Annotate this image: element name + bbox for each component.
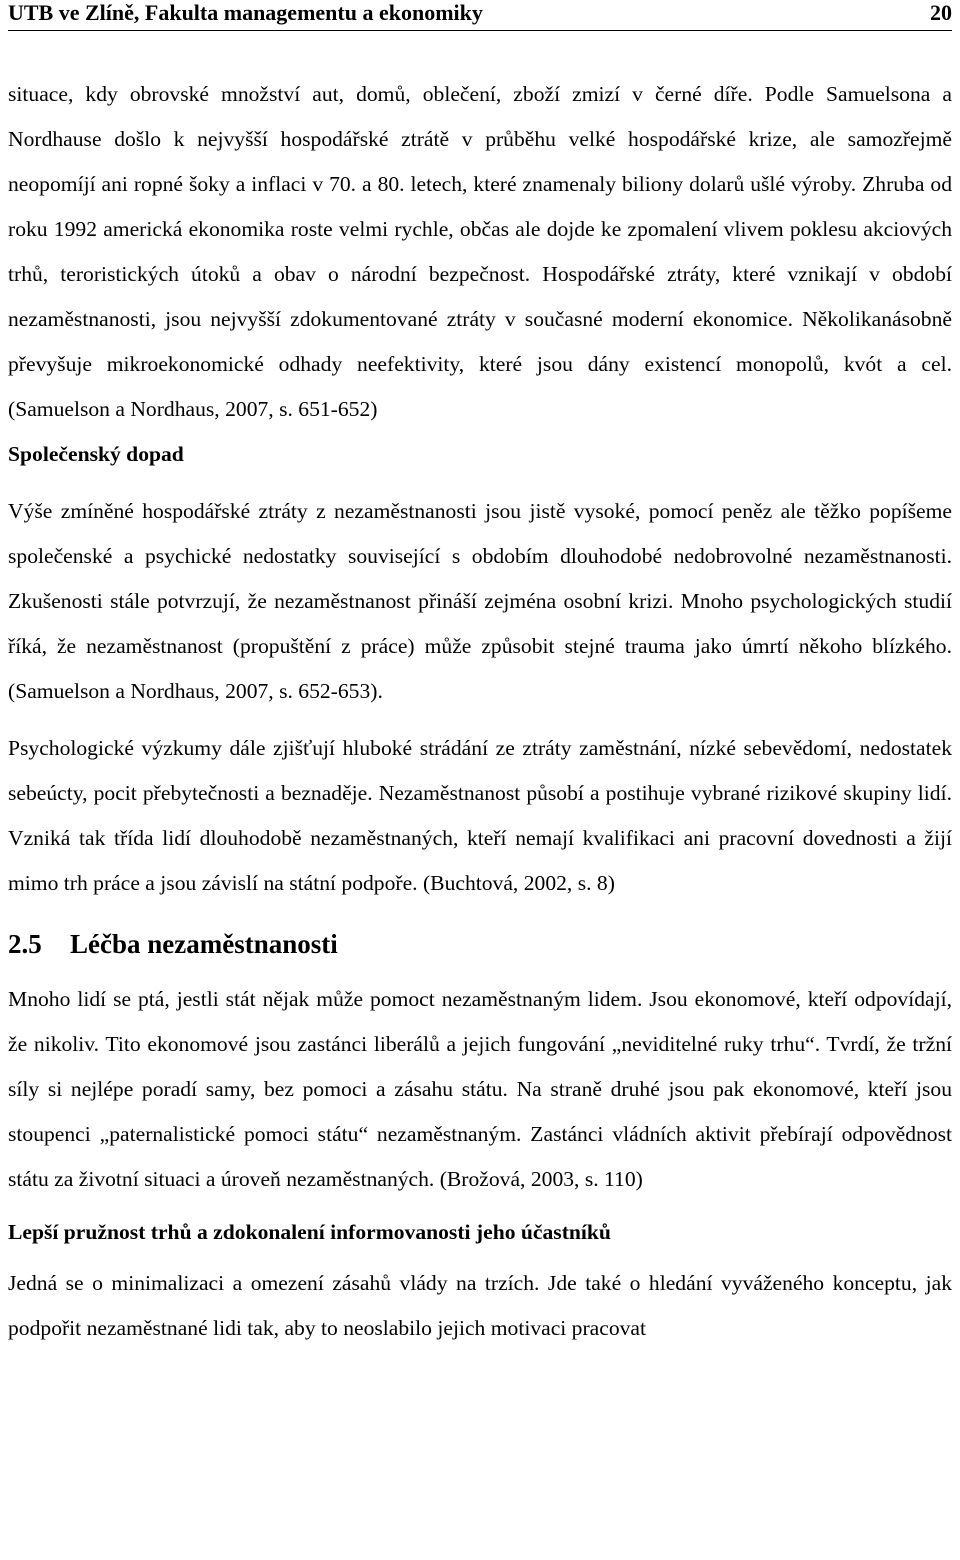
paragraph-psychological-research: Psychologické výzkumy dále zjišťují hluboké strádání ze ztráty zaměstnání, nízké sebevědomí, nedostatek sebeúcty, pocit přebytečnosti a beznaděje. Nezaměstnanost působí a postihuje vybrané rizikové skupiny lidí. Vzniká tak třída lidí dlouhodobě nezaměstnaných, kteří nemají kvalifikaci ani pracovní dovednosti a žijí mimo trh práce a jsou závislí na státní podpoře. (Buchtová, 2002, s. 8) [8,736,952,895]
page-number: 20 [930,0,952,25]
section-title: Léčba nezaměstnanosti [70,929,338,959]
subheading-market-flexibility: Lepší pružnost trhů a zdokonalení informovanosti jeho účastníků [8,1220,611,1244]
header-title: UTB ve Zlíně, Fakulta managementu a ekonomiky [8,0,483,25]
subheading-social-impact: Společenský dopad [8,442,184,466]
paragraph-social-impact: Výše zmíněné hospodářské ztráty z nezaměstnanosti jsou jistě vysoké, pomocí peněz ale těžko popíšeme společenské a psychické nedostatky související s obdobím dlouhodobé nedobrovolné nezaměstnanosti. Zkušenosti stále potvrzují, že nezaměstnanost přináší zejména osobní krizi. Mnoho psychologických studií říká, že nezaměstnanost (propuštění z práce) může způsobit stejné trauma jako úmrtí někoho blízkého. (Samuelson a Nordhaus, 2007, s. 652-653). [8,499,952,703]
paragraph-treatment-intro: Mnoho lidí se ptá, jestli stát nějak může pomoct nezaměstnaným lidem. Jsou ekonomové, kteří odpovídají, že nikoliv. Tito ekonomové jsou zastánci liberálů a jejich fungování „neviditelné ruky trhu“. Tvrdí, že tržní síly si nejlépe poradí samy, bez pomoci a zásahu státu. Na straně druhé jsou pak ekonomové, kteří jsou stoupenci „paternalistické pomoci státu“ nezaměstnaným. Zastánci vládních aktivit přebírají odpovědnost státu za životní situaci a úroveň nezaměstnaných. (Brožová, 2003, s. 110) [8,987,952,1191]
section-number: 2.5 [8,929,42,959]
header-divider [8,30,952,31]
paragraph-market-flexibility: Jedná se o minimalizaci a omezení zásahů vlády na trzích. Jde také o hledání vyváženého konceptu, jak podpořit nezaměstnané lidi tak, aby to neoslabilo jejich motivaci pracovat [8,1271,952,1340]
document-body [8,72,952,1351]
section-heading [8,922,952,967]
running-header [8,0,952,28]
paragraph-economic-losses: situace, kdy obrovské množství aut, domů, oblečení, zboží zmizí v černé díře. Podle Samuelsona a Nordhause došlo k nejvyšší hospodářské ztrátě v průběhu velké hospodářské krize, ale samozřejmě neopomíjí ani ropné šoky a inflaci v 70. a 80. letech, které znamenaly biliony dolarů ušlé výroby. Zhruba od roku 1992 americká ekonomika roste velmi rychle, občas ale dojde ke zpomalení vlivem poklesu akciových trhů, teroristických útoků a obav o národní bezpečnost. Hospodářské ztráty, které vznikají v období nezaměstnanosti, jsou nejvyšší zdokumentované ztráty v současné moderní ekonomice. Několikanásobně převyšuje mikroekonomické odhady neefektivity, které jsou dány existencí monopolů, kvót a cel. (Samuelson a Nordhaus, 2007, s. 651-652) [8,82,952,421]
